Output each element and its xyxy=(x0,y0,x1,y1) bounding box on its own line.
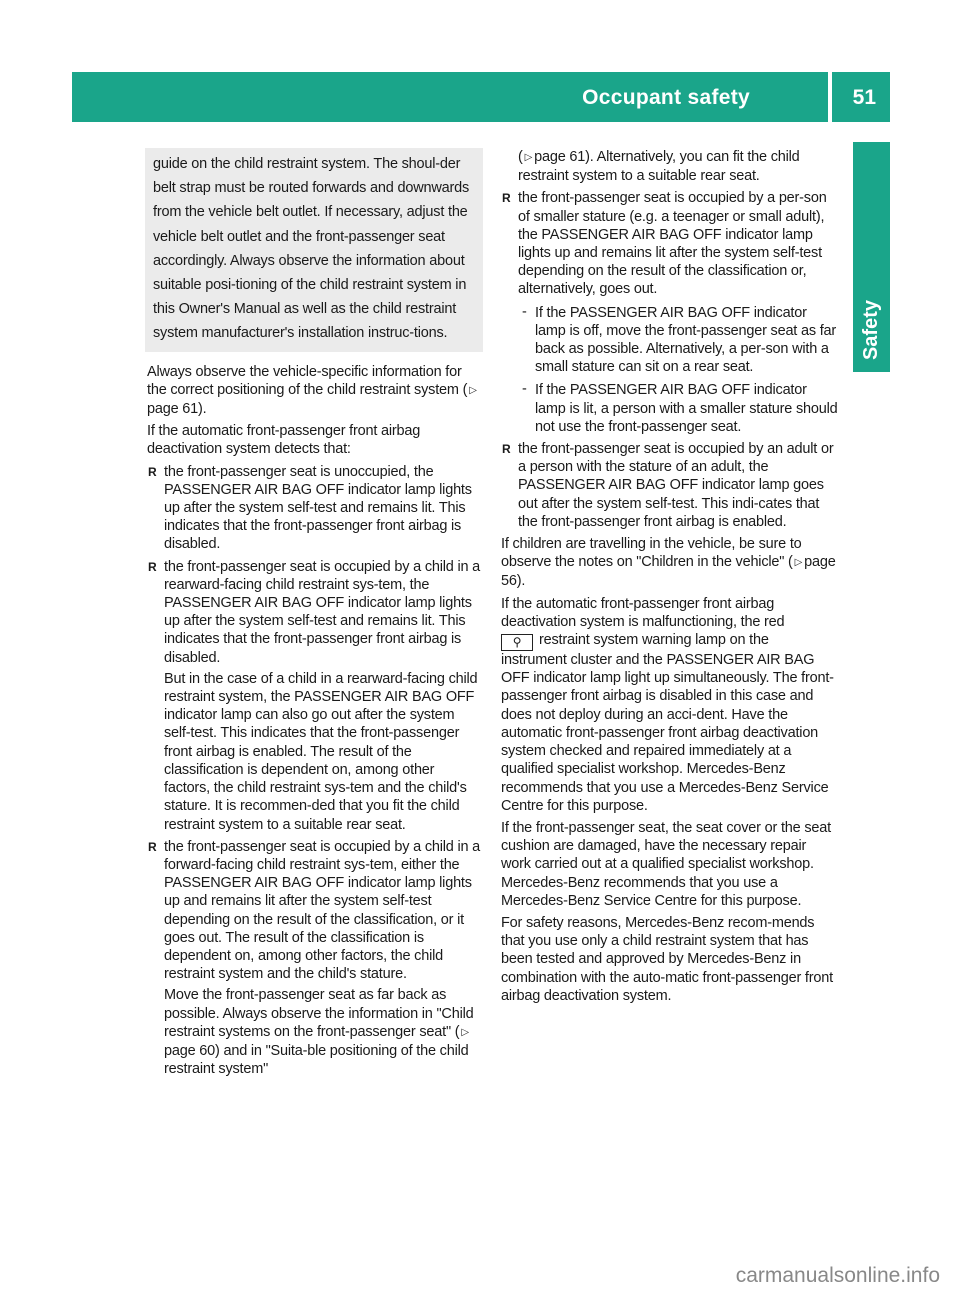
header-divider xyxy=(828,72,832,122)
watermark-logo: carmanualsonline.info xyxy=(735,1264,940,1287)
paragraph: ( ▷ page 61). Alternatively, you can fit the child restraint system to a suitable rear seat. xyxy=(518,149,800,185)
list-item: R the front-passenger seat is occupied by an adult or a person with the stature of an adult, the PASSENGER AIR BAG OFF indicator lamp goes out after the system self-test. This indi-cates that the front-passenger front airbag is enabled. xyxy=(502,441,834,530)
paragraph: For safety reasons, Mercedes-Benz recom-mends that you use only a child restraint system that has been tested and approved by Mercedes-Benz in combination with the auto-matic front-passenger front airbag deactivation system. xyxy=(501,914,833,1004)
sub-list-item: - If the PASSENGER AIR BAG OFF indicator lamp is lit, a person with a smaller stature should not use the front-passenger seat. xyxy=(522,381,838,435)
page-title: Occupant safety xyxy=(582,86,750,109)
bullet-icon: R xyxy=(502,442,511,457)
page-ref-arrow-icon: ▷ xyxy=(794,557,803,569)
right-column xyxy=(501,148,838,1009)
bullet-icon: R xyxy=(148,464,157,479)
note-box: guide on the child restraint system. The shoul-der belt strap must be routed forwards and downwards from the vehicle belt outlet. If necessary, adjust the vehicle belt outlet and the front-passenger seat accordingly. Always observe the information about suitable posi-tioning of the child restraint system in this Owner's Manual as well as the child restraint system manufacturer's installation instruc-tions. xyxy=(145,148,483,352)
paragraph: If the automatic front-passenger front airbag deactivation system detects that: xyxy=(147,423,421,458)
dash-icon: - xyxy=(522,381,527,398)
left-column xyxy=(147,148,483,1082)
list-item: R the front-passenger seat is occupied by a child in a rearward-facing child restraint sys-tem, the PASSENGER AIR BAG OFF indicator lamp lights up after the system self-test and remains lit. This indicates that the front-passenger front airbag is disabled. But in the case of a child in a rearward-facing child restraint system, the PASSENGER AIR BAG OFF indicator lamp can also go out after the system self-test. This indicates that the front-passenger front airbag is enabled. The result of the classification is dependent on, among other factors, the child restraint sys-tem and the child's stature. It is recommen-ded that you fit the child restraint system to a suitable rear seat. xyxy=(148,558,481,833)
page-ref-arrow-icon: ▷ xyxy=(524,152,533,163)
page-ref-arrow-icon: ▷ xyxy=(461,1026,469,1038)
bullet-icon: R xyxy=(148,839,157,854)
dash-icon: - xyxy=(522,303,527,320)
paragraph: If the automatic front-passenger front airbag deactivation system is malfunctioning, the red ⚲ restraint system warning lamp on the instrument cluster and the PASSENGER AIR BAG OFF indicator lamp light up simultaneously. The front-passenger front airbag is disabled in this case and does not deploy during an acci-dent. Have the automatic front-passenger front airbag deactivation system checked and repaired immediately at a qualified specialist workshop. Mercedes-Benz recommends that you use a Mercedes-Benz Service Centre for this purpose. xyxy=(501,595,834,814)
sub-list-item: - If the PASSENGER AIR BAG OFF indicator lamp is off, move the front-passenger seat as far back as possible. Alternatively, a per-son with a small stature can sit on a rear seat. xyxy=(522,303,837,376)
section-tab-label: Safety xyxy=(860,299,882,360)
header-bar xyxy=(72,72,890,122)
page-number: 51 xyxy=(852,86,876,109)
list-item: R the front-passenger seat is occupied by a child in a forward-facing child restraint sys-tem, either the PASSENGER AIR BAG OFF indicator lamp lights up and remains lit after the system self-test depending on the result of the classification, or it goes out. The result of the classification is dependent on, among other factors, the child restraint system and the child's stature. Move the front-passenger seat as far back as possible. Always observe the information in "Child restraint systems on the front-passenger seat" ( ▷page 60) and in "Suita-ble positioning of the child restraint system" xyxy=(148,838,481,1078)
page-ref-arrow-icon: ▷ xyxy=(469,384,477,396)
list-item: R the front-passenger seat is unoccupied, the PASSENGER AIR BAG OFF indicator lamp lights up after the system self-test and remains lit. This indicates that the front-passenger front airbag is disabled. xyxy=(148,463,472,553)
restraint-warning-lamp-icon: ⚲ xyxy=(501,634,533,651)
list-item: R the front-passenger seat is occupied by a per-son of smaller stature (e.g. a teenager or small adult), the PASSENGER AIR BAG OFF indicator lamp lights up and remains lit after the system self-test depending on the result of the classification or, alternatively, goes out. - If the PASSENGER AIR BAG OFF indicator lamp is off, move the front-passenger seat as far back as possible. Alternatively, a per-son with a small stature can sit on a rear seat. - If the PASSENGER AIR BAG OFF indicator lamp is lit, a person with a smaller stature should not use the front-passenger seat. xyxy=(502,190,838,435)
paragraph: If children are travelling in the vehicle, be sure to observe the notes on "Children in the vehicle" ( ▷ page 56). xyxy=(501,536,836,590)
paragraph: Always observe the vehicle-specific information for the correct positioning of the child restraint system ( ▷page 61). xyxy=(147,363,477,418)
bullet-icon: R xyxy=(148,559,157,574)
bullet-icon: R xyxy=(502,191,511,206)
section-tab xyxy=(853,142,890,372)
paragraph: If the front-passenger seat, the seat cover or the seat cushion are damaged, have the necessary repair work carried out at a qualified specialist workshop. Mercedes-Benz recommends that you use a Mercedes-Benz Service Centre for this purpose. xyxy=(501,819,831,909)
